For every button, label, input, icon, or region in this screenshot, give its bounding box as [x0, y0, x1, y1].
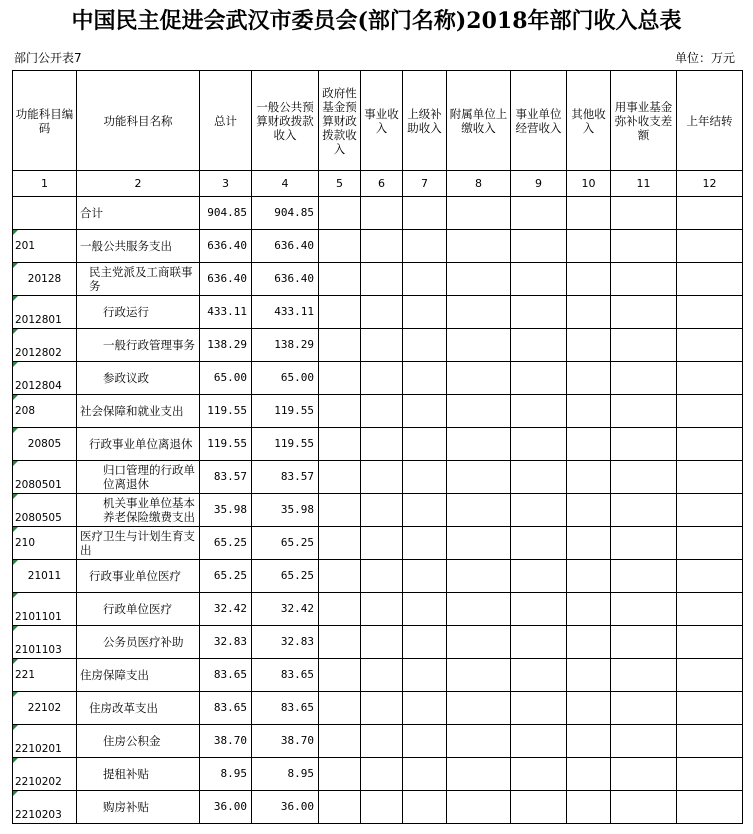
empty-cell: [677, 362, 743, 395]
empty-cell: [611, 362, 677, 395]
function-code-cell: 2210201: [13, 725, 77, 758]
table-row: [13, 197, 743, 230]
empty-cell: [447, 560, 511, 593]
empty-cell: [567, 527, 611, 560]
table-row: [13, 395, 743, 428]
empty-cell: [511, 527, 567, 560]
empty-cell: [403, 626, 447, 659]
col-number: 5: [319, 171, 361, 197]
total-cell: 119.55: [200, 395, 252, 428]
function-name-cell: 行政单位医疗: [77, 593, 200, 626]
col-number: 3: [200, 171, 252, 197]
empty-cell: [361, 329, 403, 362]
empty-cell: [319, 395, 361, 428]
empty-cell: [567, 560, 611, 593]
table-row: [13, 428, 743, 461]
col-number: 1: [13, 171, 77, 197]
general-budget-cell: 32.42: [252, 593, 319, 626]
total-cell: 636.40: [200, 263, 252, 296]
empty-cell: [611, 461, 677, 494]
empty-cell: [511, 230, 567, 263]
empty-cell: [319, 791, 361, 824]
general-budget-cell: 433.11: [252, 296, 319, 329]
empty-cell: [677, 395, 743, 428]
empty-cell: [677, 659, 743, 692]
empty-cell: [511, 197, 567, 230]
empty-cell: [361, 296, 403, 329]
empty-cell: [403, 230, 447, 263]
unit-label: 单位：万元: [674, 51, 735, 65]
empty-cell: [403, 197, 447, 230]
general-budget-cell: 138.29: [252, 329, 319, 362]
empty-cell: [447, 197, 511, 230]
empty-cell: [361, 659, 403, 692]
empty-cell: [677, 296, 743, 329]
empty-cell: [511, 659, 567, 692]
empty-cell: [319, 560, 361, 593]
total-cell: 32.83: [200, 626, 252, 659]
table-row: [13, 593, 743, 626]
empty-cell: [611, 593, 677, 626]
function-name-cell: 住房改革支出: [77, 692, 200, 725]
general-budget-cell: 65.00: [252, 362, 319, 395]
function-name-cell: 合计: [77, 197, 200, 230]
empty-cell: [403, 329, 447, 362]
function-code-cell: 2210203: [13, 791, 77, 824]
function-code-cell: 2012802: [13, 329, 77, 362]
empty-cell: [567, 362, 611, 395]
col-header: 其他收入: [567, 71, 611, 171]
empty-cell: [567, 725, 611, 758]
empty-cell: [611, 692, 677, 725]
col-number: 7: [403, 171, 447, 197]
general-budget-cell: 83.57: [252, 461, 319, 494]
function-name-cell: 医疗卫生与计划生育支出: [77, 527, 200, 560]
empty-cell: [319, 428, 361, 461]
general-budget-cell: 636.40: [252, 263, 319, 296]
empty-cell: [403, 395, 447, 428]
empty-cell: [611, 395, 677, 428]
function-code-cell: [13, 197, 77, 230]
table-row: [13, 362, 743, 395]
empty-cell: [319, 725, 361, 758]
empty-cell: [319, 197, 361, 230]
empty-cell: [567, 494, 611, 527]
empty-cell: [403, 791, 447, 824]
col-header: 上级补助收入: [403, 71, 447, 171]
empty-cell: [677, 725, 743, 758]
empty-cell: [403, 296, 447, 329]
table-row: [13, 527, 743, 560]
empty-cell: [677, 428, 743, 461]
function-name-cell: 行政事业单位医疗: [77, 560, 200, 593]
empty-cell: [511, 263, 567, 296]
empty-cell: [319, 758, 361, 791]
empty-cell: [403, 494, 447, 527]
empty-cell: [361, 494, 403, 527]
empty-cell: [319, 461, 361, 494]
empty-cell: [319, 626, 361, 659]
function-name-cell: 住房保障支出: [77, 659, 200, 692]
empty-cell: [447, 692, 511, 725]
function-name-cell: 行政事业单位离退休: [77, 428, 200, 461]
table-row: [13, 263, 743, 296]
empty-cell: [361, 791, 403, 824]
total-cell: 83.65: [200, 659, 252, 692]
total-cell: 65.00: [200, 362, 252, 395]
empty-cell: [677, 263, 743, 296]
empty-cell: [447, 758, 511, 791]
empty-cell: [567, 659, 611, 692]
empty-cell: [567, 296, 611, 329]
general-budget-cell: 904.85: [252, 197, 319, 230]
empty-cell: [677, 230, 743, 263]
empty-cell: [447, 791, 511, 824]
function-code-cell: 2101101: [13, 593, 77, 626]
general-budget-cell: 636.40: [252, 230, 319, 263]
table-body: [13, 197, 743, 824]
empty-cell: [447, 461, 511, 494]
empty-cell: [403, 659, 447, 692]
empty-cell: [447, 527, 511, 560]
empty-cell: [677, 626, 743, 659]
function-code-cell: 22102: [13, 692, 77, 725]
empty-cell: [447, 626, 511, 659]
empty-cell: [403, 428, 447, 461]
function-name-cell: 参政议政: [77, 362, 200, 395]
total-cell: 83.65: [200, 692, 252, 725]
empty-cell: [403, 560, 447, 593]
empty-cell: [611, 197, 677, 230]
column-number-row: [13, 171, 743, 197]
table-row: [13, 494, 743, 527]
function-code-cell: 2012804: [13, 362, 77, 395]
total-cell: 32.42: [200, 593, 252, 626]
total-cell: 65.25: [200, 527, 252, 560]
function-code-cell: 2012801: [13, 296, 77, 329]
function-code-cell: 208: [13, 395, 77, 428]
empty-cell: [447, 494, 511, 527]
revenue-table: [12, 70, 743, 824]
empty-cell: [677, 692, 743, 725]
empty-cell: [447, 395, 511, 428]
empty-cell: [511, 296, 567, 329]
general-budget-cell: 119.55: [252, 395, 319, 428]
function-code-cell: 2080501: [13, 461, 77, 494]
empty-cell: [567, 263, 611, 296]
empty-cell: [677, 494, 743, 527]
function-code-cell: 2080505: [13, 494, 77, 527]
col-header: 上年结转: [677, 71, 743, 171]
empty-cell: [403, 725, 447, 758]
col-header: 功能科目名称: [77, 71, 200, 171]
empty-cell: [677, 791, 743, 824]
empty-cell: [361, 428, 403, 461]
empty-cell: [677, 593, 743, 626]
table-row: [13, 725, 743, 758]
empty-cell: [447, 659, 511, 692]
col-header: 一般公共预算财政拨款收入: [252, 71, 319, 171]
function-code-cell: 210: [13, 527, 77, 560]
empty-cell: [567, 791, 611, 824]
table-row: [13, 329, 743, 362]
empty-cell: [319, 593, 361, 626]
empty-cell: [677, 329, 743, 362]
header-row: [13, 71, 743, 171]
empty-cell: [447, 296, 511, 329]
total-cell: 8.95: [200, 758, 252, 791]
col-header: 功能科目编码: [13, 71, 77, 171]
col-number: 12: [677, 171, 743, 197]
col-number: 8: [447, 171, 511, 197]
empty-cell: [567, 692, 611, 725]
function-name-cell: 社会保障和就业支出: [77, 395, 200, 428]
general-budget-cell: 32.83: [252, 626, 319, 659]
total-cell: 36.00: [200, 791, 252, 824]
empty-cell: [511, 329, 567, 362]
empty-cell: [361, 461, 403, 494]
table-row: [13, 791, 743, 824]
empty-cell: [611, 329, 677, 362]
empty-cell: [677, 527, 743, 560]
empty-cell: [611, 230, 677, 263]
function-name-cell: 民主党派及工商联事务: [77, 263, 200, 296]
empty-cell: [567, 329, 611, 362]
empty-cell: [403, 692, 447, 725]
empty-cell: [447, 230, 511, 263]
empty-cell: [611, 626, 677, 659]
col-number: 9: [511, 171, 567, 197]
general-budget-cell: 8.95: [252, 758, 319, 791]
empty-cell: [319, 527, 361, 560]
table-row: [13, 230, 743, 263]
empty-cell: [511, 725, 567, 758]
empty-cell: [319, 659, 361, 692]
empty-cell: [361, 692, 403, 725]
table-row: [13, 692, 743, 725]
form-label: 部门公开表7: [14, 51, 82, 65]
empty-cell: [567, 626, 611, 659]
empty-cell: [511, 560, 567, 593]
col-header: 总计: [200, 71, 252, 171]
col-header: 事业单位经营收入: [511, 71, 567, 171]
total-cell: 119.55: [200, 428, 252, 461]
empty-cell: [567, 395, 611, 428]
empty-cell: [447, 725, 511, 758]
col-number: 11: [611, 171, 677, 197]
general-budget-cell: 35.98: [252, 494, 319, 527]
empty-cell: [361, 362, 403, 395]
empty-cell: [447, 263, 511, 296]
empty-cell: [511, 494, 567, 527]
general-budget-cell: 65.25: [252, 527, 319, 560]
general-budget-cell: 119.55: [252, 428, 319, 461]
empty-cell: [611, 296, 677, 329]
empty-cell: [611, 263, 677, 296]
function-name-cell: 一般行政管理事务: [77, 329, 200, 362]
total-cell: 636.40: [200, 230, 252, 263]
empty-cell: [319, 263, 361, 296]
empty-cell: [361, 725, 403, 758]
empty-cell: [319, 692, 361, 725]
empty-cell: [567, 230, 611, 263]
empty-cell: [361, 560, 403, 593]
empty-cell: [567, 593, 611, 626]
empty-cell: [567, 758, 611, 791]
col-number: 4: [252, 171, 319, 197]
empty-cell: [511, 593, 567, 626]
general-budget-cell: 36.00: [252, 791, 319, 824]
empty-cell: [677, 560, 743, 593]
total-cell: 38.70: [200, 725, 252, 758]
empty-cell: [511, 395, 567, 428]
empty-cell: [361, 230, 403, 263]
empty-cell: [511, 791, 567, 824]
col-number: 6: [361, 171, 403, 197]
col-number: 2: [77, 171, 200, 197]
empty-cell: [611, 791, 677, 824]
empty-cell: [677, 197, 743, 230]
function-name-cell: 归口管理的行政单位离退休: [77, 461, 200, 494]
empty-cell: [403, 527, 447, 560]
empty-cell: [611, 428, 677, 461]
page-title: 中国民主促进会武汉市委员会(部门名称)2018年部门收入总表: [71, 8, 682, 34]
function-code-cell: 201: [13, 230, 77, 263]
function-name-cell: 行政运行: [77, 296, 200, 329]
total-cell: 138.29: [200, 329, 252, 362]
total-cell: 35.98: [200, 494, 252, 527]
table-row: [13, 560, 743, 593]
empty-cell: [403, 362, 447, 395]
table-row: [13, 461, 743, 494]
empty-cell: [319, 362, 361, 395]
empty-cell: [511, 692, 567, 725]
empty-cell: [611, 758, 677, 791]
function-code-cell: 2210202: [13, 758, 77, 791]
total-cell: 904.85: [200, 197, 252, 230]
general-budget-cell: 83.65: [252, 692, 319, 725]
col-header: 事业收入: [361, 71, 403, 171]
empty-cell: [361, 758, 403, 791]
table-row: [13, 758, 743, 791]
col-header: 政府性基金预算财政拨款收入: [319, 71, 361, 171]
empty-cell: [677, 461, 743, 494]
function-code-cell: 221: [13, 659, 77, 692]
empty-cell: [611, 659, 677, 692]
empty-cell: [319, 230, 361, 263]
function-name-cell: 提租补贴: [77, 758, 200, 791]
function-code-cell: 2101103: [13, 626, 77, 659]
function-name-cell: 公务员医疗补助: [77, 626, 200, 659]
col-number: 10: [567, 171, 611, 197]
total-cell: 65.25: [200, 560, 252, 593]
empty-cell: [447, 329, 511, 362]
total-cell: 433.11: [200, 296, 252, 329]
function-code-cell: 20128: [13, 263, 77, 296]
empty-cell: [447, 362, 511, 395]
total-cell: 83.57: [200, 461, 252, 494]
empty-cell: [511, 461, 567, 494]
empty-cell: [361, 395, 403, 428]
function-name-cell: 一般公共服务支出: [77, 230, 200, 263]
empty-cell: [567, 428, 611, 461]
function-name-cell: 机关事业单位基本养老保险缴费支出: [77, 494, 200, 527]
function-code-cell: 21011: [13, 560, 77, 593]
empty-cell: [611, 527, 677, 560]
table-row: [13, 296, 743, 329]
empty-cell: [611, 560, 677, 593]
empty-cell: [361, 263, 403, 296]
empty-cell: [511, 428, 567, 461]
table-row: [13, 626, 743, 659]
empty-cell: [403, 461, 447, 494]
general-budget-cell: 38.70: [252, 725, 319, 758]
general-budget-cell: 83.65: [252, 659, 319, 692]
col-header: 附属单位上缴收入: [447, 71, 511, 171]
empty-cell: [511, 362, 567, 395]
empty-cell: [567, 461, 611, 494]
empty-cell: [447, 593, 511, 626]
empty-cell: [361, 593, 403, 626]
general-budget-cell: 65.25: [252, 560, 319, 593]
empty-cell: [403, 593, 447, 626]
function-name-cell: 住房公积金: [77, 725, 200, 758]
empty-cell: [319, 329, 361, 362]
empty-cell: [361, 197, 403, 230]
empty-cell: [403, 263, 447, 296]
empty-cell: [403, 758, 447, 791]
empty-cell: [511, 758, 567, 791]
col-header: 用事业基金弥补收支差额: [611, 71, 677, 171]
empty-cell: [361, 626, 403, 659]
empty-cell: [677, 758, 743, 791]
empty-cell: [361, 527, 403, 560]
empty-cell: [511, 626, 567, 659]
empty-cell: [567, 197, 611, 230]
empty-cell: [611, 494, 677, 527]
empty-cell: [447, 428, 511, 461]
empty-cell: [319, 296, 361, 329]
empty-cell: [319, 494, 361, 527]
empty-cell: [611, 725, 677, 758]
function-code-cell: 20805: [13, 428, 77, 461]
function-name-cell: 购房补贴: [77, 791, 200, 824]
table-row: [13, 659, 743, 692]
